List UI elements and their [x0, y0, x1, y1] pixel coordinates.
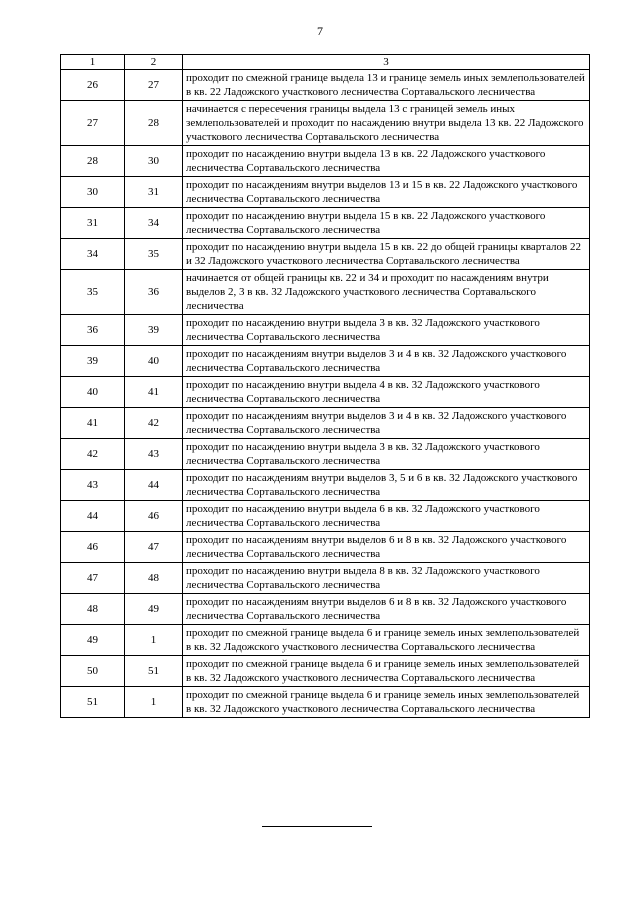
boundary-description-cell: проходит по смежной границе выдела 13 и границе земель иных землепользователей в кв. 22 Ладожского участкового лесничества Сортавальского лесничества — [183, 70, 590, 101]
from-point-cell: 41 — [61, 408, 125, 439]
boundary-description-cell: проходит по насаждениям внутри выделов 3, 5 и 6 в кв. 32 Ладожского участкового лесничества Сортавальского лесничества — [183, 470, 590, 501]
boundary-description-cell: проходит по смежной границе выдела 6 и границе земель иных землепользователей в кв. 32 Ладожского участкового лесничества Сортавальского лесничества — [183, 625, 590, 656]
from-point-cell: 48 — [61, 594, 125, 625]
to-point-cell: 40 — [125, 346, 183, 377]
from-point-cell: 42 — [61, 439, 125, 470]
to-point-cell: 44 — [125, 470, 183, 501]
to-point-cell: 28 — [125, 101, 183, 146]
boundary-description-cell: проходит по насаждению внутри выдела 8 в кв. 32 Ладожского участкового лесничества Сортавальского лесничества — [183, 563, 590, 594]
table-row — [61, 270, 590, 315]
boundary-description-cell: проходит по насаждениям внутри выделов 3 и 4 в кв. 32 Ладожского участкового лесничества Сортавальского лесничества — [183, 346, 590, 377]
table-header-row — [61, 55, 590, 70]
to-point-cell: 51 — [125, 656, 183, 687]
table-row — [61, 315, 590, 346]
to-point-cell: 34 — [125, 208, 183, 239]
table-row — [61, 687, 590, 718]
from-point-cell: 36 — [61, 315, 125, 346]
boundary-description-cell: проходит по насаждению внутри выдела 4 в кв. 32 Ладожского участкового лесничества Сортавальского лесничества — [183, 377, 590, 408]
column-header: 3 — [183, 55, 590, 70]
from-point-cell: 43 — [61, 470, 125, 501]
from-point-cell: 47 — [61, 563, 125, 594]
from-point-cell: 28 — [61, 146, 125, 177]
table-row — [61, 532, 590, 563]
boundary-description-cell: проходит по насаждению внутри выдела 3 в кв. 32 Ладожского участкового лесничества Сортавальского лесничества — [183, 315, 590, 346]
table-row — [61, 656, 590, 687]
boundary-description-cell: проходит по смежной границе выдела 6 и границе земель иных землепользователей в кв. 32 Ладожского участкового лесничества Сортавальского лесничества — [183, 656, 590, 687]
from-point-cell: 26 — [61, 70, 125, 101]
to-point-cell: 49 — [125, 594, 183, 625]
boundary-description-cell: проходит по насаждениям внутри выделов 6 и 8 в кв. 32 Ладожского участкового лесничества Сортавальского лесничества — [183, 532, 590, 563]
column-header: 1 — [61, 55, 125, 70]
table-row — [61, 594, 590, 625]
boundary-description-cell: проходит по смежной границе выдела 6 и границе земель иных землепользователей в кв. 32 Ладожского участкового лесничества Сортавальского лесничества — [183, 687, 590, 718]
table-row — [61, 439, 590, 470]
from-point-cell: 35 — [61, 270, 125, 315]
boundary-description-cell: проходит по насаждениям внутри выделов 6 и 8 в кв. 32 Ладожского участкового лесничества Сортавальского лесничества — [183, 594, 590, 625]
boundary-description-cell: начинается от общей границы кв. 22 и 34 и проходит по насаждениям внутри выделов 2, 3 в кв. 32 Ладожского участкового лесничества Сортавальского лесничества — [183, 270, 590, 315]
from-point-cell: 51 — [61, 687, 125, 718]
to-point-cell: 41 — [125, 377, 183, 408]
column-header: 2 — [125, 55, 183, 70]
table-row — [61, 625, 590, 656]
to-point-cell: 31 — [125, 177, 183, 208]
table-row — [61, 408, 590, 439]
from-point-cell: 44 — [61, 501, 125, 532]
boundary-description-cell: проходит по насаждениям внутри выделов 3 и 4 в кв. 32 Ладожского участкового лесничества Сортавальского лесничества — [183, 408, 590, 439]
boundary-description-cell: проходит по насаждению внутри выдела 15 в кв. 22 до общей границы кварталов 22 и 32 Ладожского участкового лесничества Сортавальского лесничества — [183, 239, 590, 270]
from-point-cell: 46 — [61, 532, 125, 563]
boundary-description-cell: проходит по насаждению внутри выдела 6 в кв. 32 Ладожского участкового лесничества Сортавальского лесничества — [183, 501, 590, 532]
from-point-cell: 40 — [61, 377, 125, 408]
boundary-description-cell: проходит по насаждению внутри выдела 15 в кв. 22 Ладожского участкового лесничества Сортавальского лесничества — [183, 208, 590, 239]
from-point-cell: 31 — [61, 208, 125, 239]
to-point-cell: 39 — [125, 315, 183, 346]
to-point-cell: 1 — [125, 625, 183, 656]
to-point-cell: 30 — [125, 146, 183, 177]
boundary-description-cell: проходит по насаждению внутри выдела 13 в кв. 22 Ладожского участкового лесничества Сортавальского лесничества — [183, 146, 590, 177]
from-point-cell: 30 — [61, 177, 125, 208]
table-row — [61, 239, 590, 270]
boundary-description-cell: проходит по насаждениям внутри выделов 13 и 15 в кв. 22 Ладожского участкового лесничества Сортавальского лесничества — [183, 177, 590, 208]
boundary-description-table — [60, 54, 590, 718]
table-row — [61, 501, 590, 532]
from-point-cell: 50 — [61, 656, 125, 687]
to-point-cell: 43 — [125, 439, 183, 470]
from-point-cell: 27 — [61, 101, 125, 146]
to-point-cell: 47 — [125, 532, 183, 563]
to-point-cell: 27 — [125, 70, 183, 101]
to-point-cell: 48 — [125, 563, 183, 594]
boundary-description-cell: проходит по насаждению внутри выдела 3 в кв. 32 Ладожского участкового лесничества Сортавальского лесничества — [183, 439, 590, 470]
table-row — [61, 101, 590, 146]
table-row — [61, 346, 590, 377]
page-number: 7 — [317, 24, 323, 38]
boundary-description-cell: начинается с пересечения границы выдела 13 с границей земель иных землепользователей и проходит по насаждению внутри выдела 13 кв. 22 Ладожского участкового лесничества Сортавальского лесничества — [183, 101, 590, 146]
table-body — [61, 55, 590, 718]
to-point-cell: 46 — [125, 501, 183, 532]
table-row — [61, 208, 590, 239]
to-point-cell: 35 — [125, 239, 183, 270]
from-point-cell: 34 — [61, 239, 125, 270]
from-point-cell: 39 — [61, 346, 125, 377]
to-point-cell: 42 — [125, 408, 183, 439]
to-point-cell: 36 — [125, 270, 183, 315]
table-row — [61, 563, 590, 594]
closing-rule — [262, 826, 372, 827]
from-point-cell: 49 — [61, 625, 125, 656]
table-row — [61, 377, 590, 408]
to-point-cell: 1 — [125, 687, 183, 718]
table-row — [61, 146, 590, 177]
table-row — [61, 470, 590, 501]
table-row — [61, 177, 590, 208]
table-row — [61, 70, 590, 101]
